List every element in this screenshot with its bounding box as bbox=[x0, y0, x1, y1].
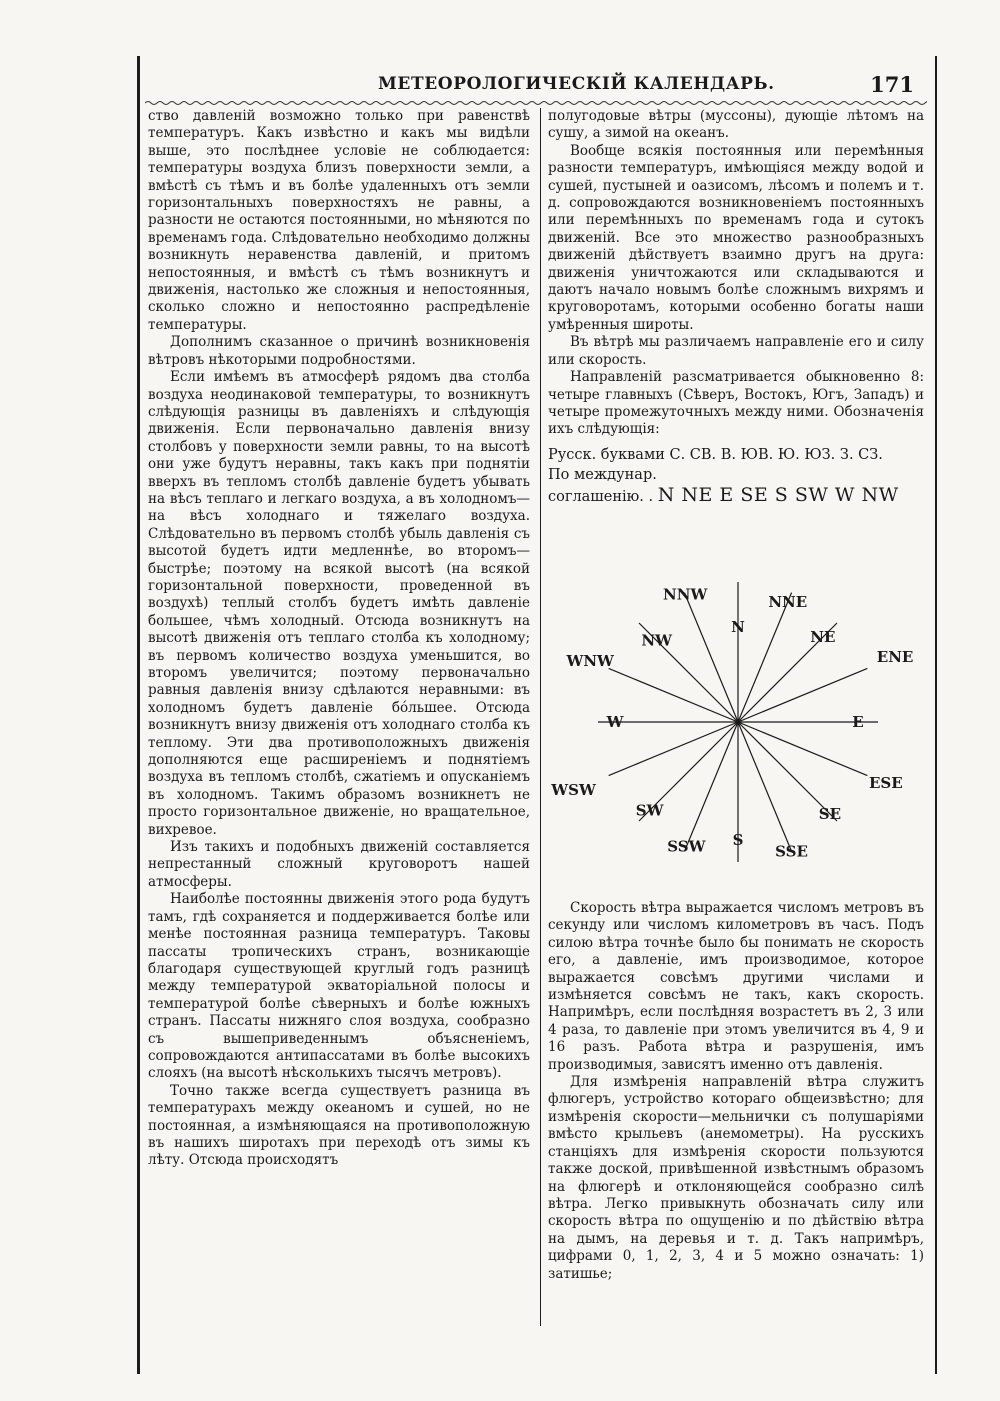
wind-label-s: S bbox=[732, 831, 744, 849]
right-column-bottom bbox=[548, 900, 924, 1283]
right-column bbox=[548, 108, 924, 507]
directions-row-russian: Русск. буквами С. СВ. В. ЮВ. Ю. ЮЗ. З. СЗ. bbox=[548, 446, 883, 463]
running-title: МЕТЕОРОЛОГИЧЕСКІЙ КАЛЕНДАРЬ. bbox=[378, 74, 775, 94]
left-column bbox=[148, 108, 530, 1170]
wind-label-nnw: NNW bbox=[663, 585, 708, 604]
page-number: 171 bbox=[870, 72, 914, 97]
paragraph: Вообще всякія постоянныя или перемѣнныя разности температуръ, имѣющіяся между водой и сушей, пустыней и оазисомъ, лѣсомъ и полемъ и т. д. сопровождаются возникновеніемъ постоянныхъ или перемѣнныхъ по временамъ года и сутокъ движеній. Все это множество разнообразныхъ движеній дѣйствуетъ взаимно другъ на друга: движенія уничтожаются или складываются и даютъ начало новымъ болѣе сложнымъ вихрямъ и круговоротамъ, которыми особенно богаты наши умѣренныя широты. bbox=[548, 142, 924, 333]
column-divider bbox=[540, 108, 541, 1326]
directions-row-intl-label: По междунар. bbox=[548, 466, 657, 483]
wind-label-ssw: SSW bbox=[667, 837, 706, 856]
paragraph: полугодовые вѣтры (муссоны), дующіе лѣтомъ на сушу, а зимой на океанъ. bbox=[548, 108, 924, 142]
wind-label-nw: NW bbox=[641, 631, 672, 650]
wind-rose-labels bbox=[550, 586, 913, 861]
wind-label-nne: NNE bbox=[768, 592, 808, 611]
paragraph: ство давленій возможно только при равенствѣ температуръ. Какъ извѣстно и какъ мы видѣли выше, это послѣднее условіе не соблюдается: температуры воздуха близъ поверхности земли, а вмѣстѣ съ тѣмъ и въ болѣе удаленныхъ отъ земли горизонтальныхъ поверхностяхъ не равны, а разности не остаются постоянными, но мѣняются по временамъ года. Слѣдовательно необходимо должны возникнуть неравенства давленій, и притомъ непостоянныя, и вмѣстѣ съ тѣмъ возникнутъ и движенія, настолько же сложныя и непостоянныя, сколько сложно и непостоянно распредѣленіе температуры. bbox=[148, 108, 530, 333]
paragraph: Скорость вѣтра выражается числомъ метровъ въ секунду или числомъ километровъ въ часъ. Подъ силою вѣтра точнѣе было бы понимать не скорость его, а давленіе, имъ производимое, которое выражается совсѣмъ другими числами и измѣняется совсѣмъ не такъ, какъ скорость. Напримѣръ, если послѣдняя возрастетъ въ 2, 3 или 4 раза, то давленіе при этомъ увеличится въ 4, 9 и 16 разъ. Работа вѣтра и разрушенія, имъ производимыя, зависятъ именно отъ давленія. bbox=[548, 900, 924, 1073]
wind-label-n: N bbox=[731, 618, 745, 636]
paragraph: Направленій разсматривается обыкновенно 8: четыре главныхъ (Сѣверъ, Востокъ, Югъ, Западъ) и четыре промежуточныхъ между ними. Обозначенія ихъ слѣдующія: bbox=[548, 369, 924, 438]
wind-label-wsw: WSW bbox=[551, 781, 596, 800]
paragraph: Дополнимъ сказанное о причинѣ возникновенія вѣтровъ нѣкоторыми подробностями. bbox=[148, 334, 530, 368]
directions-intl-values: N NE E SE S SW W NW bbox=[657, 483, 899, 506]
paragraph: Изъ такихъ и подобныхъ движеній составляется непрестанный сложный круговоротъ нашей атмосферы. bbox=[148, 839, 530, 890]
wind-label-se: SE bbox=[818, 804, 842, 823]
paragraph: Точно также всегда существуетъ разница въ температурахъ между океаномъ и сушей, но не постоянная, а измѣняющаяся на противоположную въ нашихъ широтахъ при переходѣ отъ зимы къ лѣту. Отсюда происходятъ bbox=[148, 1082, 530, 1169]
wind-label-w: W bbox=[606, 713, 624, 731]
directions-intl-label: соглашенію. . bbox=[548, 488, 654, 505]
wind-label-wnw: WNW bbox=[566, 651, 614, 670]
directions-table bbox=[548, 445, 924, 507]
directions-row-intl bbox=[548, 485, 924, 507]
wind-label-sse: SSE bbox=[775, 842, 808, 861]
wind-label-ene: ENE bbox=[876, 647, 914, 666]
paragraph: Если имѣемъ въ атмосферѣ рядомъ два столба воздуха неодинаковой температуры, то возникнутъ слѣдующія разницы въ давленіяхъ и слѣдующія движенія. Если первоначально давленія внизу столбовъ у поверхности земли равны, то на высотѣ они уже будутъ неравны, такъ какъ при поднятіи вверхъ въ тепломъ столбѣ давленіе будетъ убывать на вѣсъ теплаго и легкаго воздуха, а въ холодномъ— на вѣсъ холоднаго и тяжелаго воздуха. Слѣдовательно въ первомъ столбѣ убыль давленія съ высотой будетъ идти медленнѣе, во второмъ—быстрѣе; поэтому на всякой высотѣ (на всякой горизонтальной поверхности, проведенной въ воздухѣ) теплый столбъ будетъ имѣть давленіе большее, чѣмъ холодный. Отсюда возникнутъ на высотѣ движенія отъ теплаго столба къ холодному; въ первомъ количество воздуха уменьшится, во второмъ увеличится; поэтому первоначально равныя давленія внизу сдѣлаются неравными: въ холодномъ будетъ давленіе бóльшее. Отсюда возникнутъ внизу движенія отъ холоднаго столба къ теплому. Эти два противоположныхъ движенія дополняются еще расширеніемъ и поднятіемъ воздуха въ тепломъ столбѣ, сжатіемъ и опусканіемъ въ холодномъ. Такимъ образомъ возникнетъ не просто горизонтальное движеніе, но вращательное, вихревое. bbox=[148, 369, 530, 838]
wavy-header-rule bbox=[145, 98, 927, 108]
wind-label-ese: ESE bbox=[868, 774, 903, 793]
paragraph: Въ вѣтрѣ мы различаемъ направленіе его и силу или скорость. bbox=[548, 334, 924, 368]
wind-rose-diagram bbox=[548, 560, 924, 900]
paragraph: Для измѣренія направленій вѣтра служитъ флюгеръ, устройство котораго общеизвѣстно; для измѣренія скорости—мельнички съ полушаріями вмѣсто крыльевъ (анемометры). На русскихъ станціяхъ для измѣренія скорости пользуются также доской, привѣшенной извѣстнымъ образомъ на флюгерѣ и отклоняющейся сообразно силѣ вѣтра. Легко привыкнуть обозначать силу или скорость вѣтра по ощущенію и по дѣйствію вѣтра на дымъ, на деревья и т. д. Такъ напримѣръ, цифрами 0, 1, 2, 3, 4 и 5 можно означать: 1) затишье; bbox=[548, 1074, 924, 1282]
wind-label-sw: SW bbox=[635, 801, 664, 820]
wind-label-e: E bbox=[852, 713, 864, 731]
paragraph: Наиболѣе постоянны движенія этого рода будутъ тамъ, гдѣ сохраняется и поддерживается болѣе или менѣе постоянная разница температуръ. Таковы пассаты тропическихъ странъ, возникающіе благодаря существующей круглый годъ разницѣ между температурой экваторіальной полосы и температурой болѣе сѣверныхъ и болѣе южныхъ странъ. Пассаты нижняго слоя воздуха, сообразно съ вышеприведеннымъ объясненіемъ, сопровождаются антипассатами въ болѣе высокихъ слояхъ (на высотѣ нѣсколькихъ тысячъ метровъ). bbox=[148, 891, 530, 1082]
wind-label-ne: NE bbox=[810, 628, 836, 647]
